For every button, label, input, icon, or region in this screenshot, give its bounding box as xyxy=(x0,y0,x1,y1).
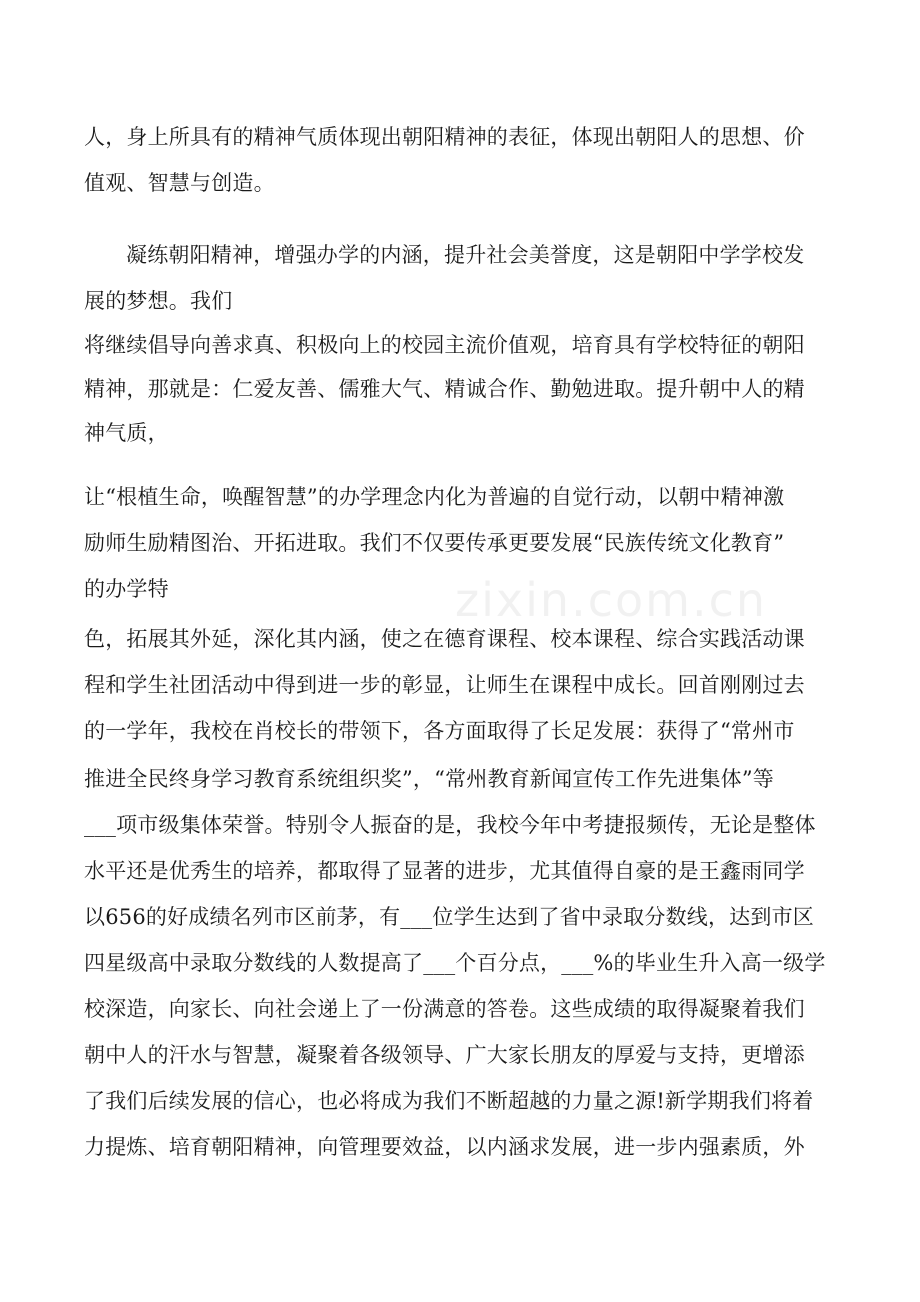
text-line: 值观、智慧与创造。 xyxy=(84,171,275,195)
text-line: 色，拓展其外延，深化其内涵，使之在德育课程、校本课程、综合实践活动课 xyxy=(84,627,805,651)
text-line: 将继续倡导向善求真、积极向上的校园主流价值观，培育具有学校特征的朝阳 xyxy=(84,333,805,357)
text-line: 的一学年，我校在肖校长的带领下，各方面取得了长足发展：获得了“常州市 xyxy=(84,719,795,743)
text-line: 推进全民终身学习教育系统组织奖”，“常州教育新闻宣传工作先进集体”等 xyxy=(84,767,775,791)
text-line: 神气质， xyxy=(84,421,169,445)
text-line: 以656的好成绩名列市区前茅，有___位学生达到了省中录取分数线，达到市区 xyxy=(84,905,814,929)
text-line: 的办学特 xyxy=(84,577,169,601)
text-line: 四星级高中录取分数线的人数提高了___个百分点，___%的毕业生升入高一级学 xyxy=(84,951,826,975)
text-line: 了我们后续发展的信心，也必将成为我们不断超越的力量之源!新学期我们将着 xyxy=(84,1089,814,1113)
text-line: 朝中人的汗水与智慧，凝聚着各级领导、广大家长朋友的厚爱与支持，更增添 xyxy=(84,1043,805,1067)
watermark: zixin.com.cn xyxy=(455,573,768,627)
text-line: 让“根植生命，唤醒智慧”的办学理念内化为普遍的自觉行动，以朝中精神激 xyxy=(84,485,785,509)
text-line: 力提炼、培育朝阳精神，向管理要效益，以内涵求发展，进一步内强素质，外 xyxy=(84,1135,805,1159)
text-line: 精神，那就是：仁爱友善、儒雅大气、精诚合作、勤勉进取。提升朝中人的精 xyxy=(84,377,805,401)
text-line: 校深造，向家长、向社会递上了一份满意的答卷。这些成绩的取得凝聚着我们 xyxy=(84,997,805,1021)
text-line: 程和学生社团活动中得到进一步的彰显，让师生在课程中成长。回首刚刚过去 xyxy=(84,673,805,697)
paragraph-start-line: 凝练朝阳精神，增强办学的内涵，提升社会美誉度，这是朝阳中学学校发 xyxy=(126,243,805,267)
text-line: 水平还是优秀生的培养，都取得了显著的进步，尤其值得自豪的是王鑫雨同学 xyxy=(84,859,805,883)
text-line: 励师生励精图治、开拓进取。我们不仅要传承更要发展“民族传统文化教育” xyxy=(84,531,785,555)
text-line: 展的梦想。我们 xyxy=(84,289,233,313)
text-line: 人，身上所具有的精神气质体现出朝阳精神的表征，体现出朝阳人的思想、价 xyxy=(84,125,805,149)
text-line: ___项市级集体荣誉。特别令人振奋的是，我校今年中考捷报频传，无论是整体 xyxy=(84,813,816,837)
